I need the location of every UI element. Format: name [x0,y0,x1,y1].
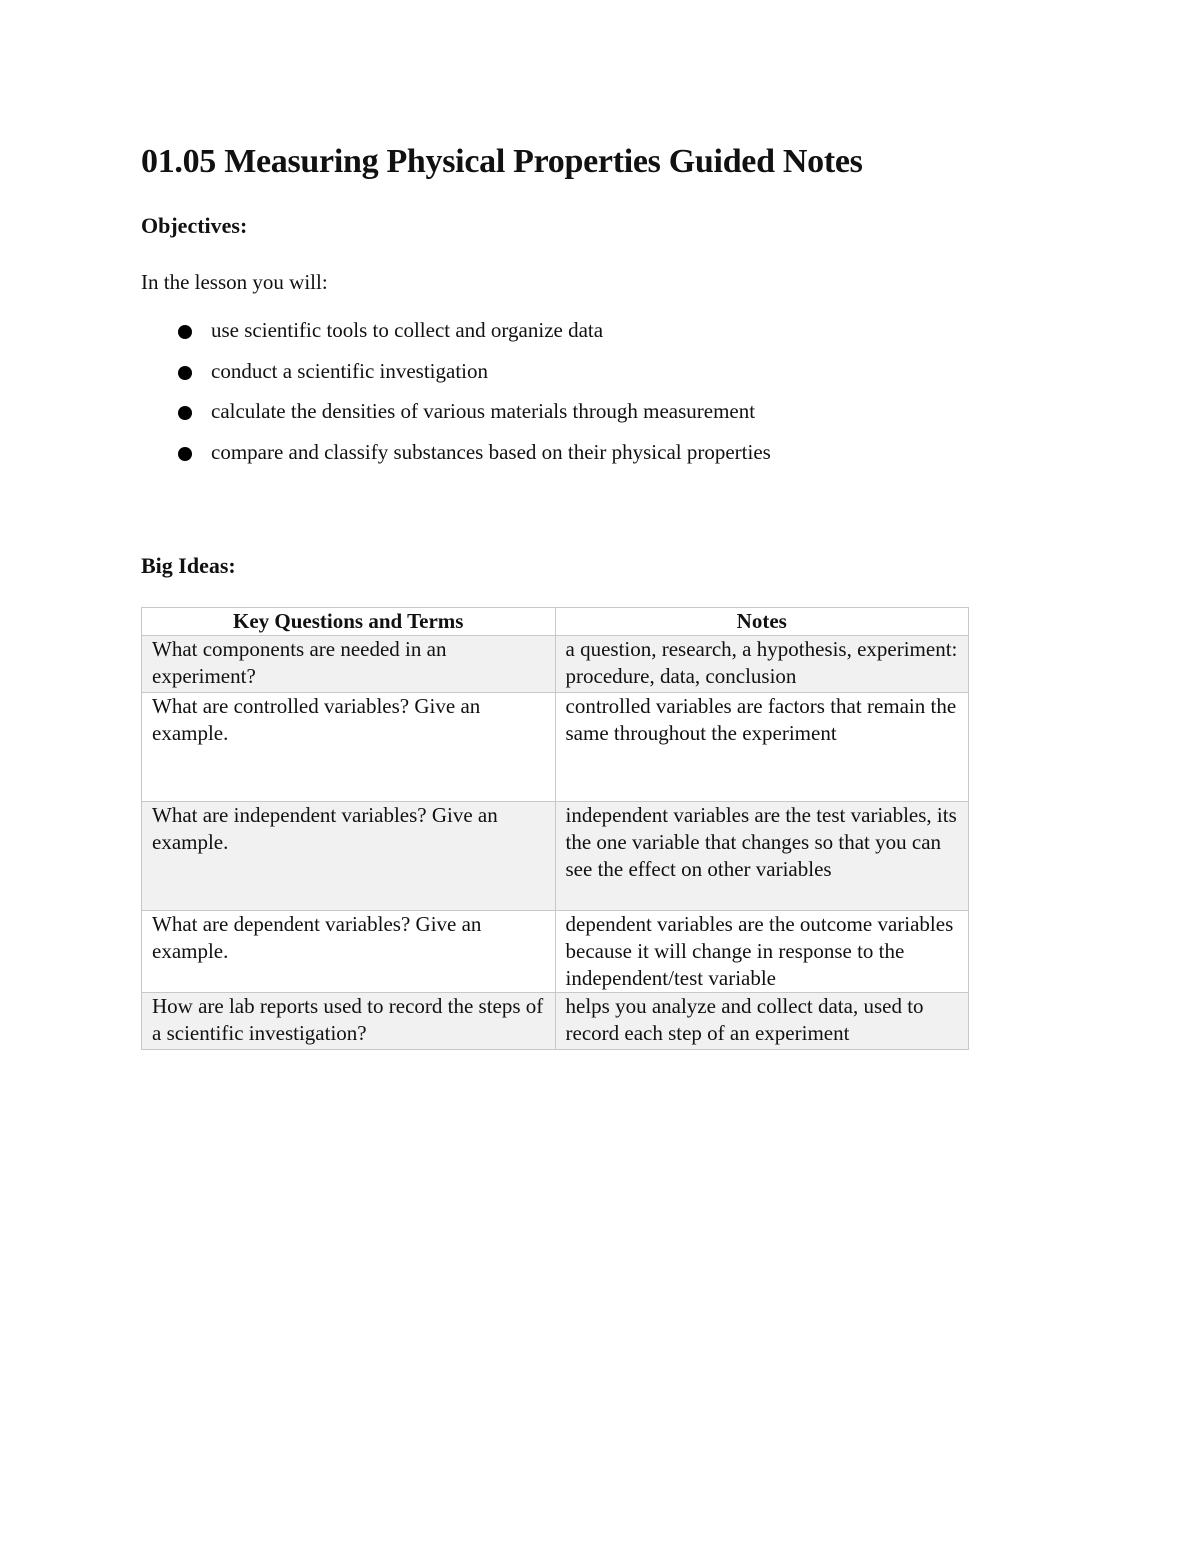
question-cell: What components are needed in an experiment? [142,635,556,692]
bullet-icon [178,325,192,339]
objective-item [141,316,971,344]
document-title: 01.05 Measuring Physical Properties Guided Notes [141,143,863,180]
objectives-list [141,316,971,466]
bullet-icon [178,447,192,461]
question-cell: How are lab reports used to record the steps of a scientific investigation? [142,992,556,1049]
table-header-row [142,607,969,635]
table-row [142,635,969,692]
objective-text: use scientific tools to collect and organize data [211,318,604,342]
objective-item [141,397,971,425]
objective-text: conduct a scientific investigation [211,358,488,383]
big-ideas-heading: Big Ideas: [141,552,236,578]
document-page [141,140,971,1050]
bullet-icon [178,406,192,420]
objectives-intro: In the lesson you will: [141,270,328,294]
objective-text: compare and classify substances based on their physical properties [211,439,771,464]
objective-text: calculate the densities of various materials through measurement [211,399,756,423]
table-row [142,692,969,801]
question-cell: What are independent variables? Give an example. [142,801,556,910]
notes-cell[interactable]: independent variables are the test variables, its the one variable that changes so that you can see the effect on other variables [555,801,969,910]
table-row [142,992,969,1049]
objectives-heading: Objectives: [141,213,248,238]
big-ideas-table [141,607,969,1050]
question-cell: What are dependent variables? Give an example. [142,910,556,992]
notes-cell[interactable]: helps you analyze and collect data, used to record each step of an experiment [555,992,969,1049]
notes-cell[interactable]: a question, research, a hypothesis, experiment: procedure, data, conclusion [555,635,969,692]
objective-item [141,438,971,466]
objective-item [141,357,971,385]
table-row [142,801,969,910]
question-cell: What are controlled variables? Give an example. [142,692,556,801]
notes-cell[interactable]: dependent variables are the outcome variables because it will change in response to the independent/test variable [555,910,969,992]
notes-cell[interactable]: controlled variables are factors that remain the same throughout the experiment [555,692,969,801]
bullet-icon [178,366,192,380]
column-header-questions: Key Questions and Terms [142,607,556,635]
column-header-notes: Notes [555,607,969,635]
table-row [142,910,969,992]
